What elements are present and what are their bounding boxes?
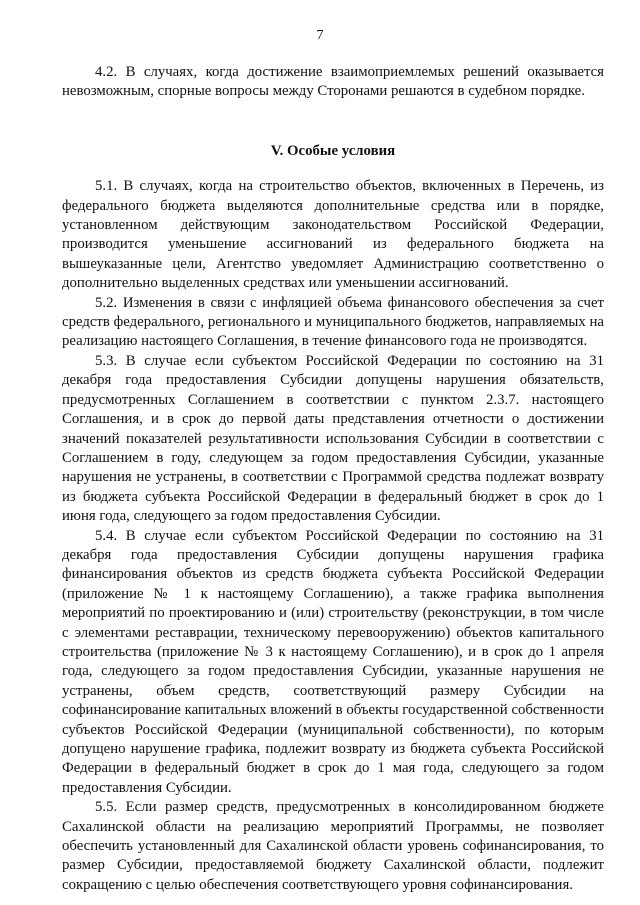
paragraph-5-3: 5.3. В случае если субъектом Российской Федерации по состоянию на 31 декабря года предоставления Субсидии допущены нарушения обязательств, предусмотренных Соглашением в соответствии с пунктом 2.3.7. настоящего Соглашения, и в срок до первой даты представления отчетности о достижении значений показателей результативности использования Субсидии в соответствии с Соглашением в году, следующем за годом предоставления Субсидии, указанные нарушения не устранены, в соответствии с Программой средства подлежат возврату из бюджета субъекта Российской Федерации в федеральный бюджет в срок до 1 июня года, следующего за годом предоставления Субсидии. [62, 352, 604, 525]
paragraph-5-2: 5.2. Изменения в связи с инфляцией объема финансового обеспечения за счет средств федерального, регионального и муниципального бюджетов, направляемых на реализацию настоящего Соглашения, в течение финансового года не производятся. [62, 294, 604, 350]
paragraph-5-5: 5.5. Если размер средств, предусмотренных в консолидированном бюджете Сахалинской области на реализацию мероприятий Программы, не позволяет обеспечить установленный для Сахалинской области уровень софинансирования, то размер Субсидии, предоставляемой бюджету Сахалинской области, подлежит сокращению с целью обеспечения соответствующего уровня софинансирования. [62, 799, 604, 893]
paragraph-5-1: 5.1. В случаях, когда на строительство объектов, включенных в Перечень, из федерального бюджета выделяются дополнительные средства или в порядке, установленном действующим законодательством Российской Федерации, производится уменьшение ассигнований из федерального бюджета на вышеуказанные цели, Агентство уведомляет Администрацию соответственно о дополнительно выделенных средствах или уменьшении ассигнований. [62, 178, 604, 292]
document-body [62, 63, 604, 895]
section-title: V. Особые условия [270, 142, 396, 159]
page-number: 7 [316, 28, 324, 43]
paragraph-4-2: 4.2. В случаях, когда достижение взаимоприемлемых решений оказывается невозможным, спорные вопросы между Сторонами решаются в судебном порядке. [62, 64, 604, 100]
paragraph-5-4: 5.4. В случае если субъектом Российской Федерации по состоянию на 31 декабря года предоставления Субсидии допущены нарушения графика финансирования объектов из средств бюджета субъекта Российской Федерации (приложение № 1 к настоящему Соглашению), а также графика выполнения мероприятий по проектированию и (или) строительству (реконструкции, в том числе с элементами реставрации, техническому перевооружению) объектов капитального строительства (приложение № 3 к настоящему Соглашению), и в срок до 1 апреля года, следующего за годом предоставления Субсидии, указанные нарушения не устранены, объем средств, соответствующий размеру Субсидии на софинансирование капитальных вложений в объекты государственной собственности субъектов Российской Федерации (муниципальной собственности), по которым допущено нарушение графика, подлежит возврату из бюджета субъекта Российской Федерации в федеральный бюджет в срок до 1 мая года, следующего за годом предоставления Субсидии. [62, 527, 604, 796]
